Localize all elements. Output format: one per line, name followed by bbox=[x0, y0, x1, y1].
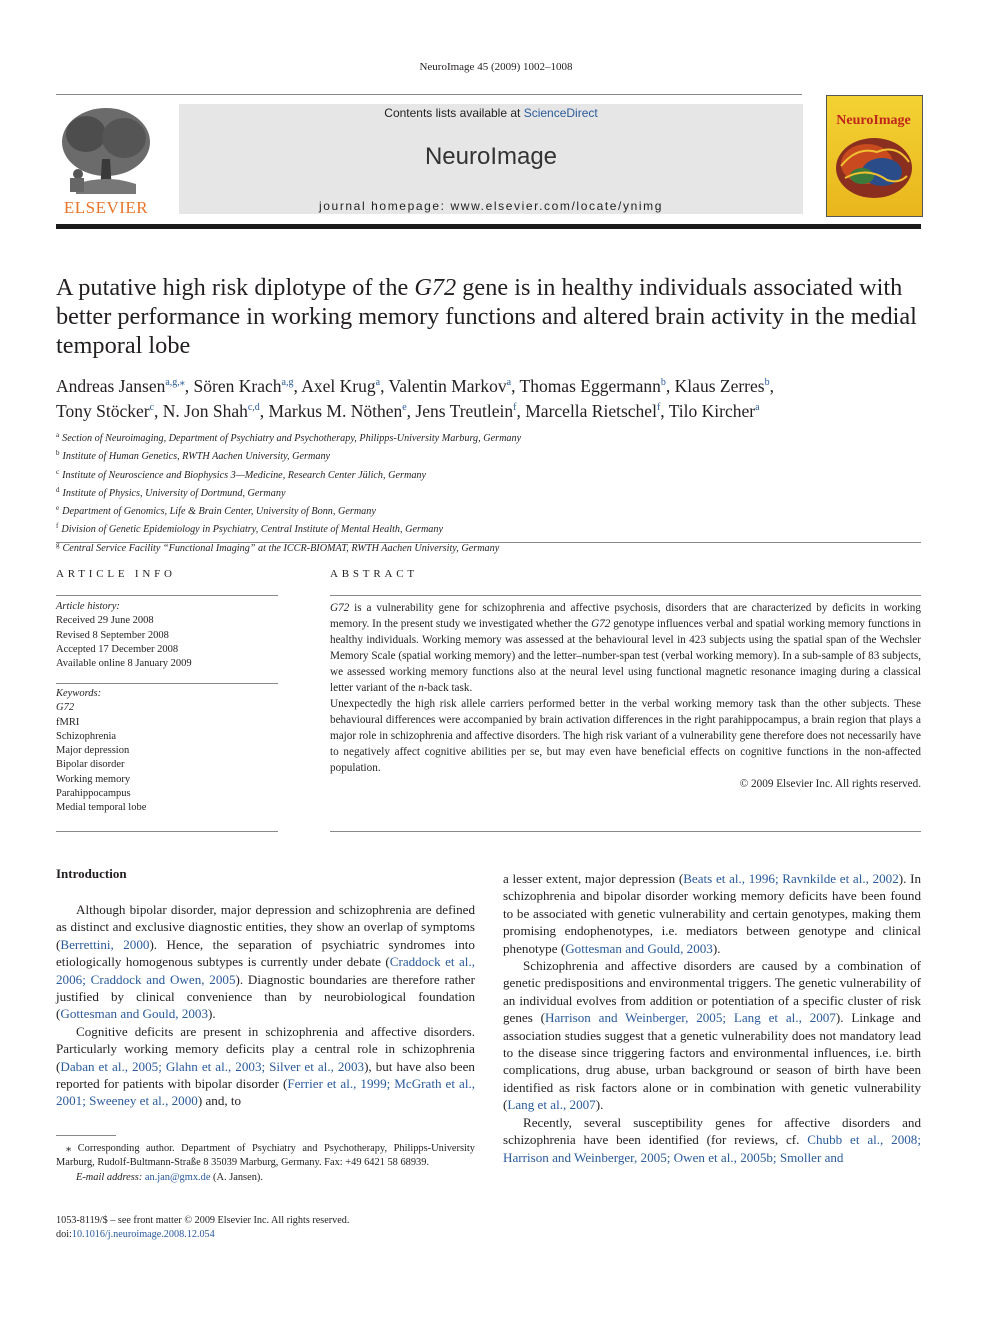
reference-link[interactable]: Daban et al., 2005; Glahn et al., 2003; Silver et al., 2003 bbox=[60, 1058, 365, 1074]
affiliation: $^a$ Section of Neuroimaging, Department of Psychiatry and Psychotherapy, Philipps-University Marburg, Germany bbox=[56, 431, 522, 444]
sciencedirect-link[interactable]: ScienceDirect bbox=[523, 106, 598, 120]
issn-line: 1053-8119/$ – see front matter © 2009 Elsevier Inc. All rights reserved. bbox=[56, 1215, 350, 1226]
author-affil-mark[interactable]: c bbox=[149, 402, 155, 413]
keyword: Medial temporal lobe bbox=[56, 802, 147, 814]
affiliation-list bbox=[56, 428, 756, 556]
author-affil-mark[interactable]: a bbox=[375, 377, 381, 388]
body-left-column: Although bipolar disorder, major depression and schizophrenia are defined as distinct and exclusive diagnostic entities, they show an overlap of symptoms (Berrettini, 2000). Hence, the separation of psychiatric syndromes into etiologically homogenous subtypes is currently under debate (Craddock et al., 2006; Craddock and Owen, 2005). Diagnostic boundaries are therefore rather justified by clinical convenience than by neurobiological foundation (Gottesman and Gould, 2003). Cognitive deficits are present in schizophrenia and affective disorders. Particularly working memory deficits play a central role in schizophrenia (Daban et al., 2005; Glahn et al., 2003; Silver et al., 2003), but have also been reported for patients with bipolar disorder (Ferrier et al., 1999; McGrath et al., 2001; Sweeney et al., 2000) and, to bbox=[56, 902, 476, 1109]
cover-title: NeuroImage bbox=[836, 113, 911, 128]
keywords-block bbox=[56, 687, 278, 816]
corresponding-author-footnote: ⁎ Corresponding author. Department of Psychiatry and Psychotherapy, Philipps-University Marburg, Rudolf-Bultmann-Straße 8 35039 Marburg, Germany. Fax: +49 6421 58 68939. E-mail address: an.jan@gmx.de (A. Jansen). bbox=[56, 1143, 475, 1183]
author[interactable]: Tony Stöcker bbox=[56, 401, 150, 421]
abstract-rule bbox=[330, 595, 921, 596]
author-affil-mark[interactable]: e bbox=[402, 402, 407, 413]
doi-link[interactable]: 10.1016/j.neuroimage.2008.12.054 bbox=[71, 1229, 215, 1241]
email-link[interactable]: an.jan@gmx.de bbox=[144, 1171, 211, 1183]
author[interactable]: N. Jon Shah bbox=[162, 401, 248, 421]
keywords-label: Keywords: bbox=[56, 688, 102, 699]
info-rule bbox=[56, 831, 278, 832]
reference-link[interactable]: Harrison and Weinberger, 2005; Lang et al., 2007 bbox=[545, 1010, 836, 1026]
body-right-column: a lesser extent, major depression (Beats et al., 1996; Ravnkilde et al., 2002). In schizophrenia and bipolar disorder working memory deficits have been found to be associated with genetic vulnerability and certain genotypes, making them promising endophenotypes, i.e. mediators between genotype and clinical phenotype (Gottesman and Gould, 2003). Schizophrenia and affective disorders are caused by a combination of genetic predispositions and environmental triggers. The genetic vulnerability of an individual evolves from addition or potentiation of a specific cluster of risk genes (Harrison and Weinberger, 2005; Lang et al., 2007). Linkage and association studies suggest that a genetic vulnerability does not mandatory lead to the disease since triggering factors and environmental influences, i.e. birth complications, drug abuse, urban background or season of birth have been identified as risk factors alone or in combination with genetic vulnerability (Lang et al., 2007). Recently, several susceptibility genes for affective disorders and schizophrenia have been identified (for reviews, cf. Chubb et al., 2008; Harrison and Weinberger, 2005; Owen et al., 2005b; Smoller and bbox=[503, 871, 921, 1165]
author-affil-mark[interactable]: a,g bbox=[281, 377, 294, 388]
affiliation: $^f$ Division of Genetic Epidemiology in Psychiatry, Central Institute of Mental Health, Germany bbox=[56, 522, 444, 536]
reference-link[interactable]: Lang et al., 2007 bbox=[507, 1097, 596, 1113]
reference-link[interactable]: Craddock et al., 2006; Craddock and Owen, 2005 bbox=[56, 954, 475, 987]
affiliation: $^g$ Central Service Facility “Functional Imaging” at the ICCR-BIOMAT, RWTH Aachen University, Germany bbox=[56, 540, 500, 554]
keyword: Parahippocampus bbox=[56, 788, 131, 800]
keyword: Major depression bbox=[56, 745, 130, 757]
reference-link[interactable]: Berrettini, 2000 bbox=[60, 936, 150, 952]
author[interactable]: Klaus Zerres bbox=[674, 376, 765, 396]
abstract-heading: ABSTRACT bbox=[330, 568, 418, 580]
author[interactable]: Valentin Markov bbox=[388, 376, 507, 396]
reference-link[interactable]: Chubb et al., 2008; Harrison and Weinberger, 2005; Owen et al., 2005b; Smoller and bbox=[503, 1132, 921, 1165]
contents-prefix: Contents lists available at bbox=[384, 106, 524, 120]
contents-line bbox=[179, 106, 803, 120]
reference-link[interactable]: Gottesman and Gould, 2003 bbox=[565, 940, 713, 956]
reference-link[interactable]: Gottesman and Gould, 2003 bbox=[60, 1006, 209, 1022]
author-affil-mark[interactable]: f bbox=[513, 402, 517, 413]
keyword: Bipolar disorder bbox=[56, 759, 125, 771]
keyword: Schizophrenia bbox=[56, 730, 117, 742]
author-affil-mark[interactable]: b bbox=[764, 377, 770, 388]
author-affil-mark[interactable]: b bbox=[660, 377, 666, 388]
reference-link[interactable]: Beats et al., 1996; Ravnkilde et al., 2002 bbox=[683, 871, 899, 886]
author[interactable]: Andreas Jansen bbox=[56, 376, 166, 396]
author-affil-mark[interactable]: a,g,⁎ bbox=[165, 377, 185, 388]
author[interactable]: Tilo Kircher bbox=[668, 401, 756, 421]
author[interactable]: Thomas Eggermann bbox=[519, 376, 661, 396]
affil-divider bbox=[56, 542, 921, 543]
journal-citation: NeuroImage 45 (2009) 1002–1008 bbox=[419, 61, 573, 73]
info-rule bbox=[56, 595, 278, 596]
header-bottom-band bbox=[56, 224, 921, 229]
author[interactable]: Jens Treutlein bbox=[415, 401, 514, 421]
header-top-rule bbox=[56, 94, 802, 95]
publisher-name: ELSEVIER bbox=[63, 198, 149, 217]
author-affil-mark[interactable]: a bbox=[506, 377, 512, 388]
author-affil-mark[interactable]: f bbox=[656, 402, 661, 413]
author-affil-mark[interactable]: a bbox=[755, 402, 760, 413]
keyword: G72 bbox=[56, 702, 75, 714]
keyword: Working memory bbox=[56, 773, 131, 785]
copyright: © 2009 Elsevier Inc. All rights reserved. bbox=[739, 778, 921, 790]
affiliation: $^c$ Institute of Neuroscience and Biophysics 3—Medicine, Research Center Jülich, Germany bbox=[56, 467, 427, 481]
article-title: A putative high risk diplotype of the G72 gene is in healthy individuals associated with better performance in working memory functions and altered brain activity in the medial temporal lobe bbox=[56, 274, 917, 359]
abstract-rule bbox=[330, 831, 921, 832]
page-footer: 1053-8119/$ – see front matter © 2009 Elsevier Inc. All rights reserved. doi:10.1016/j.neuroimage.2008.12.054 bbox=[56, 1214, 475, 1243]
journal-name: NeuroImage bbox=[424, 143, 558, 170]
author[interactable]: Axel Krug bbox=[301, 376, 376, 396]
section-heading-introduction: Introduction bbox=[56, 866, 127, 881]
info-rule bbox=[56, 683, 278, 684]
keyword: fMRI bbox=[56, 716, 80, 728]
journal-homepage[interactable]: journal homepage: www.elsevier.com/locate/ynimg bbox=[319, 199, 663, 213]
author[interactable]: Markus M. Nöthen bbox=[268, 401, 403, 421]
author-affil-mark[interactable]: c,d bbox=[247, 402, 260, 413]
article-history: Article history: Received 29 June 2008 Revised 8 September 2008 Accepted 17 December 2008 Available online 8 January 2009 bbox=[56, 601, 192, 670]
author[interactable]: Marcella Rietschel bbox=[525, 401, 657, 421]
footnote-rule bbox=[56, 1135, 116, 1136]
affiliation: $^b$ Institute of Human Genetics, RWTH Aachen University, Germany bbox=[56, 449, 331, 463]
reference-link[interactable]: Ferrier et al., 1999; McGrath et al., 2001; Sweeney et al., 2000 bbox=[56, 1076, 476, 1109]
abstract-text: G72 is a vulnerability gene for schizophrenia and affective psychosis, disorders that are characterized by deficits in working memory. In the present study we investigated whether the G72 genotype influences verbal and spatial working memory functions in healthy individuals. Working memory was assessed at the behavioural level in 423 subjects using the spatial span of the Wechsler Memory Scale (spatial working memory) and the letter–number-span test (verbal working memory). In a sub-sample of 83 subjects, we assessed working memory functions also at the neural level using functional magnetic resonance imaging during a classical letter variant of the n-back task. Unexpectedly the high risk allele carriers performed better in the verbal working memory task than the other subjects. These behavioural differences were accompanied by brain activation differences in the right parahippocampus, a brain region that plays a major role in schizophrenia and affective disorders. The high risk variant of a vulnerability gene therefore does not necessarily have to negatively affect cognitive abilities per se, but may even have beneficial effects on cognitive functions in the non-affected population. © 2009 Elsevier Inc. All rights reserved. bbox=[330, 602, 921, 790]
affiliation: $^e$ Department of Genomics, Life & Brain Center, University of Bonn, Germany bbox=[56, 504, 376, 518]
affiliation: $^d$ Institute of Physics, University of Dortmund, Germany bbox=[56, 485, 286, 499]
author-list: Andreas Jansen$^{a,g,⁎}$, Sören Krach$^{a,g}$, Axel Krug$^a$, Valentin Markov$^a$, Thomas Eggermann$^b$, Klaus Zerres$^b$, Tony Stöcker$^c$, N. Jon Shah$^{c,d}$, Markus M. Nöthen$^e$, Jens Treutlein$^f$, Marcella Rietschel$^f$, Tilo Kircher$^a$ bbox=[56, 376, 774, 421]
author[interactable]: Sören Krach bbox=[193, 376, 282, 396]
title-gene: G72 bbox=[414, 274, 457, 301]
article-info-heading: ARTICLE INFO bbox=[56, 568, 176, 580]
history-label: Article history: bbox=[56, 601, 120, 612]
